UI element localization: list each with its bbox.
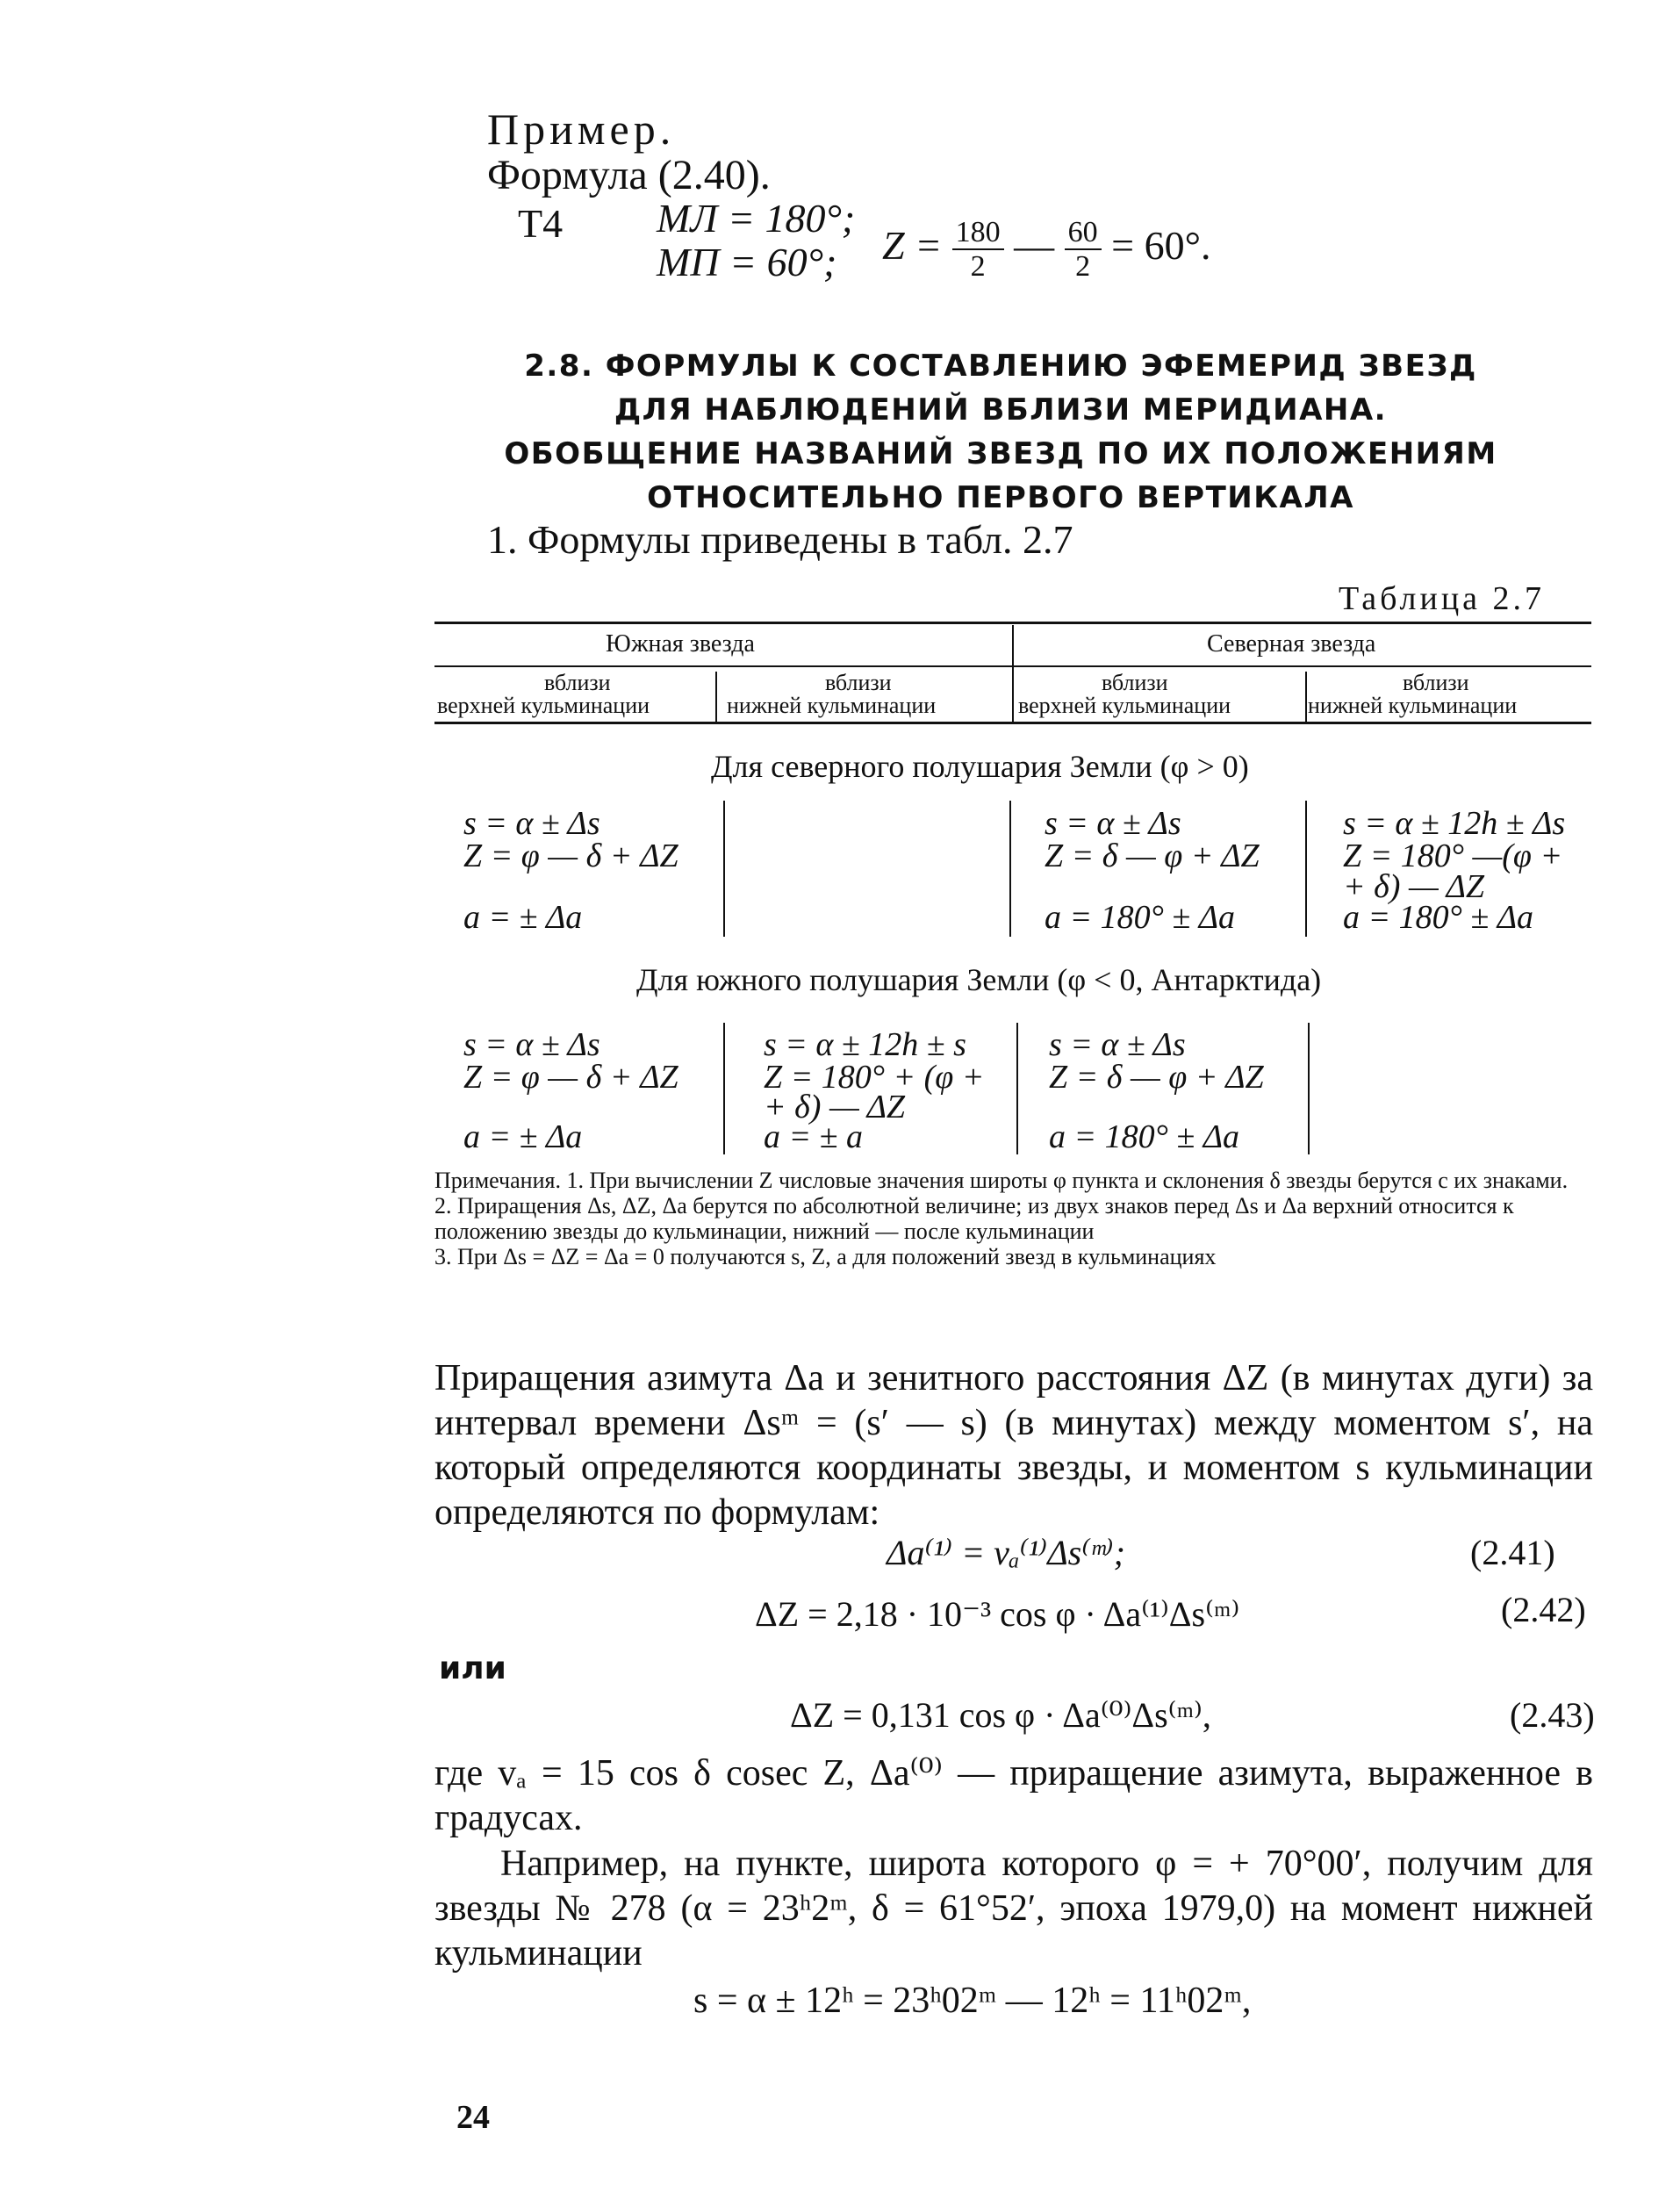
table-caption: Таблица 2.7 (1339, 580, 1546, 617)
north-c3-r4: a = 180° ± Δa (1045, 899, 1235, 936)
table-note: Примечания. 1. При вычислении Z числовые значения широты φ пункта и склонения δ звезды берутся с их знаками. (434, 1168, 1569, 1193)
group-header-south: Южная звезда (606, 630, 755, 658)
south-c1-r1: s = α ± Δs (463, 1026, 600, 1063)
south-c3-r4: a = 180° ± Δa (1049, 1118, 1239, 1155)
header-divider-south (715, 672, 717, 722)
or-word: или (439, 1650, 506, 1686)
north-c1-r4: a = ± Δa (463, 899, 583, 936)
north-divider-2 (1009, 801, 1011, 937)
example-z-equation (882, 216, 1210, 284)
fraction-1-denominator: 2 (970, 250, 986, 284)
subheader-3-line1: вблизи (1102, 670, 1168, 695)
group-header-north: Северная звезда (1207, 630, 1376, 658)
south-c1-r4: a = ± Δa (463, 1118, 583, 1155)
north-c4-r3: + δ) — ΔZ (1343, 868, 1484, 905)
section-title-line: ОТНОСИТЕЛЬНО ПЕРВОГО ВЕРТИКАЛА (647, 480, 1354, 515)
table-note: 2. Приращения Δs, ΔZ, Δa берутся по абсолютной величине; из двух знаков перед Δs и Δa верхний относится к положению звезды до кульминации, нижний — после кульминации (434, 1193, 1514, 1244)
south-divider-2 (1016, 1023, 1018, 1154)
page-number: 24 (456, 2099, 490, 2136)
body-paragraph-1: Приращения азимута Δa и зенитного расстояния ΔZ (в минутах дуги) за интервал времени Δsᵐ = (s′ — s) (в минутах) между моментом s′, на который определяются координаты звезды, и моментом s кульминации определяются по формулам: (434, 1358, 1593, 1533)
north-divider-3 (1305, 801, 1307, 937)
north-divider-1 (723, 801, 725, 937)
section-title-line: ОБОБЩЕНИЕ НАЗВАНИЙ ЗВЕЗД ПО ИХ ПОЛОЖЕНИЯМ (504, 436, 1497, 471)
section-intro: 1. Формулы приведены в табл. 2.7 (487, 517, 1073, 562)
south-c3-r2: Z = δ — φ + ΔZ (1049, 1059, 1264, 1096)
south-hemisphere-caption: Для южного полушария Земли (φ < 0, Антарктида) (636, 962, 1322, 997)
example-row-label: Т4 (518, 201, 564, 246)
section-title (492, 344, 1510, 520)
south-c2-r2: Z = 180° + (φ + (764, 1059, 985, 1096)
equation-2-43-number: (2.43) (1510, 1695, 1595, 1735)
north-c3-r1: s = α ± Δs (1045, 805, 1181, 842)
example-mp: МП = 60°; (657, 240, 837, 284)
north-c3-r2: Z = δ — φ + ΔZ (1045, 838, 1260, 874)
south-c2-r4: a = ± a (764, 1118, 863, 1155)
south-c1-r2: Z = φ — δ + ΔZ (463, 1059, 678, 1096)
z-minus: — (1014, 222, 1055, 268)
equation-2-42: ΔZ = 2,18 · 10⁻³ cos φ · Δa⁽¹⁾Δs⁽ᵐ⁾ (755, 1594, 1240, 1634)
example-formula-ref: Формула (2.40). (487, 152, 771, 198)
example-heading: Пример. (487, 104, 676, 154)
example-ml: МЛ = 180°; (657, 196, 856, 241)
fraction-2-denominator: 2 (1075, 250, 1091, 284)
north-c4-r1: s = α ± 12h ± Δs (1343, 805, 1566, 842)
table-header-bottom-rule (434, 722, 1591, 724)
fraction-2-numerator: 60 (1065, 216, 1102, 250)
equation-2-43: ΔZ = 0,131 cos φ · Δa⁽⁰⁾Δs⁽ᵐ⁾, (790, 1695, 1211, 1735)
header-divider-north (1305, 672, 1307, 722)
north-c1-r2: Z = φ — δ + ΔZ (463, 838, 678, 874)
equation-final: s = α ± 12ʰ = 23ʰ02ᵐ — 12ʰ = 11ʰ02ᵐ, (693, 1981, 1252, 2021)
body-paragraph-3: Например, на пункте, широта которого φ = + 70°00′, получим для звезды № 278 (α = 23ʰ2ᵐ, δ = 61°52′, эпоха 1979,0) на момент нижней кульминации (434, 1844, 1593, 1974)
header-divider-main (1012, 625, 1014, 722)
table-note: 3. При Δs = ΔZ = Δa = 0 получаются s, Z, a для положений звезд в кульминациях (434, 1244, 1217, 1269)
table-notes (434, 1168, 1591, 1269)
subheader-2-line1: вблизи (825, 670, 892, 695)
section-title-line: 2.8. ФОРМУЛЫ К СОСТАВЛЕНИЮ ЭФЕМЕРИД ЗВЕЗД (524, 349, 1477, 384)
z-rhs: = 60°. (1111, 222, 1211, 268)
south-divider-3 (1308, 1023, 1310, 1154)
south-c2-r3: + δ) — ΔZ (764, 1089, 905, 1125)
subheader-1-line1: вблизи (544, 670, 611, 695)
fraction-2 (1065, 216, 1102, 284)
body-paragraph-2: где vₐ = 15 cos δ cosec Z, Δa⁽⁰⁾ — приращение азимута, выраженное в градусах. (434, 1753, 1593, 1838)
equation-2-41: Δa⁽¹⁾ = vₐ⁽¹⁾Δs⁽ᵐ⁾; (887, 1533, 1125, 1572)
equation-2-41-number: (2.41) (1470, 1533, 1555, 1572)
south-c2-r1: s = α ± 12h ± s (764, 1026, 966, 1063)
subheader-1-line2: верхней кульминации (437, 693, 650, 718)
subheader-3-line2: верхней кульминации (1018, 693, 1231, 718)
equation-2-42-number: (2.42) (1501, 1590, 1586, 1629)
section-title-line: ДЛЯ НАБЛЮДЕНИЙ ВБЛИЗИ МЕРИДИАНА. (614, 392, 1388, 428)
north-c1-r1: s = α ± Δs (463, 805, 600, 842)
north-hemisphere-caption: Для северного полушария Земли (φ > 0) (711, 749, 1249, 784)
north-c4-r4: a = 180° ± Δa (1343, 899, 1533, 936)
south-divider-1 (723, 1023, 725, 1154)
subheader-4-line2: нижней кульминации (1308, 693, 1518, 718)
subheader-2-line2: нижней кульминации (727, 693, 937, 718)
north-c4-r2: Z = 180° —(φ + (1343, 838, 1563, 874)
z-lhs: Z = (882, 222, 943, 268)
south-c3-r1: s = α ± Δs (1049, 1026, 1186, 1063)
fraction-1 (952, 216, 1004, 284)
subheader-4-line1: вблизи (1403, 670, 1469, 695)
table-top-rule (434, 622, 1591, 624)
fraction-1-numerator: 180 (952, 216, 1004, 250)
